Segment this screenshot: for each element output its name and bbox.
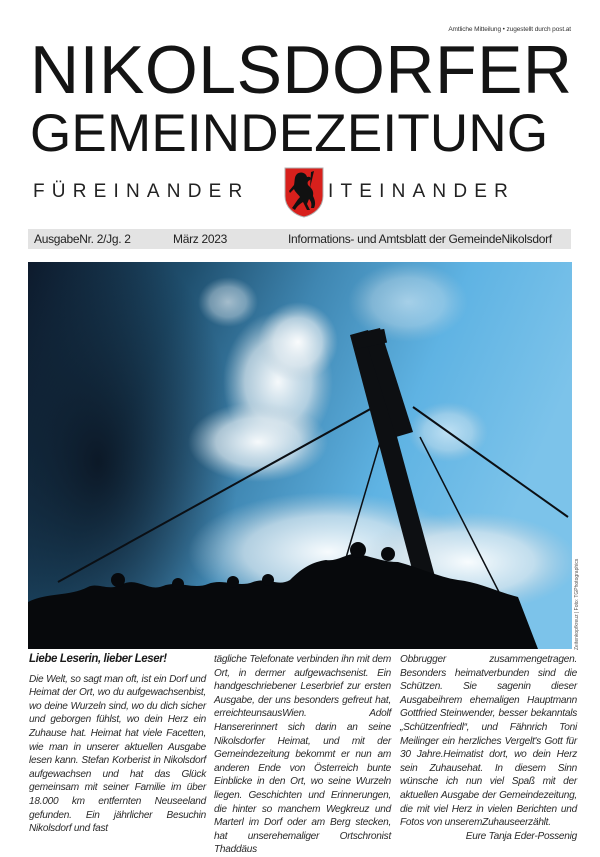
mailing-note: Amtliche Mitteilung • zugestellt durch post.at xyxy=(448,26,571,33)
publication-subtitle: Informations- und Amtsblatt der GemeindeNikolsdorf xyxy=(288,232,552,246)
article-text-1: Die Welt, so sagt man oft, ist ein Dorf und Heimat der Ort, wo du aufgewachsenbist, wo deine Wurzeln sind, wo du dich sicher und geborgen fühlst, wo dein Herz ein Zuhause hat. Heimat hat viele Facetten, wie man in unserer aktuellen Ausgabe lesen kann. Stefan Korberist in Nikolsdorf aufgewachsen und hat das Glück gemeinsam mit seiner Familie im über 18.000 km entfernten Neuseeland gefunden. Ein jährlicher Besuchin Nikolsdorf und fast xyxy=(29,673,206,835)
article-text-2: tägliche Telefonate verbinden ihn mit dem Ort, in dermer aufgewachsenist. Ein handgeschriebener Leserbrief zur ersten Ausgabe, der uns besonders gefreut hat, erreichteunsausWien. Adolf Hansererinnert sich darin an seine Nikolsdorfer Heimat, und mit der Gemeindezeitung bekommt er nun am anderen Ende von Österreich bunte Einblicke in den Ort, wo seine Wurzeln liegen. Geschichten und Erinnerungen, die hinter so manchem Wegkreuz und Marterl im Dorf oder am Berg stecken, hat unserehemaliger Ortschronist Thaddäus xyxy=(214,654,391,856)
issue-info-bar xyxy=(28,229,571,249)
article-column-1 xyxy=(29,653,206,836)
article-column-2 xyxy=(214,653,391,857)
motto-right: ITEINANDER xyxy=(328,181,516,202)
article-signature: Eure Tanja Eder-Possenig xyxy=(465,830,577,842)
masthead-title-line2: GEMEINDEZEITUNG xyxy=(30,104,549,163)
article-column-3 xyxy=(400,653,577,843)
issue-date: März 2023 xyxy=(173,232,227,246)
summit-cross-photo xyxy=(28,262,572,649)
coat-of-arms-icon xyxy=(283,166,325,218)
article-heading: Liebe Leserin, lieber Leser! xyxy=(29,653,167,665)
masthead-title-line1: NIKOLSDORFER xyxy=(30,32,573,108)
article-text-3: Obbrugger zusammengetragen. Besonders heimatverbunden sind die Schützen. Sie sagenin dieser Ausgabeihrem ehemaligen Hauptmann Gottfried Steinwender, besser bekanntals „Schützenfriedl“, und Fähnrich Toni Meilinger ein herzliches Vergelt's Gott für 30 Jahre.Heimatist dort, wo dein Herz sein Zuhausehat. In diesem Sinn wünsche ich nun viel Spaß mit der aktuellen Ausgabe der Gemeindezeitung, die mit viel Herz in vielen Berichten und Fotos von unseremZuhauseerzählt. xyxy=(400,654,577,829)
issue-number: AusgabeNr. 2/Jg. 2 xyxy=(34,232,131,246)
cover-photo xyxy=(28,262,572,649)
motto-left: FÜREINANDER xyxy=(33,181,250,202)
photo-credit: Zeitenkopfkreuz | Foto: TGPhotographics xyxy=(574,558,580,650)
